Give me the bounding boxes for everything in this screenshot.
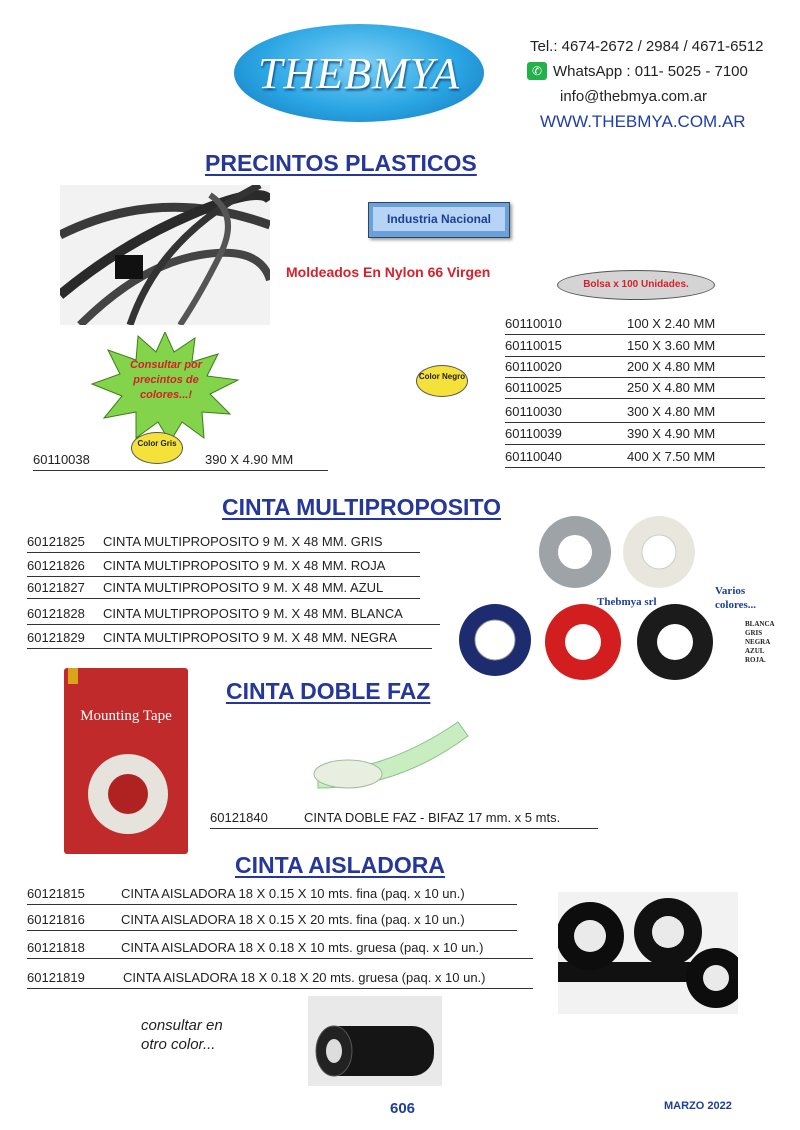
logo-text: THEBMYA	[258, 49, 460, 98]
cable-tie-desc: 100 X 2.40 MM	[627, 316, 716, 331]
aisladora-code: 60121818	[27, 940, 85, 955]
aisladora-desc: CINTA AISLADORA 18 X 0.18 X 20 mts. gruesa (paq. x 10 un.)	[123, 970, 486, 985]
thebmya-logo	[234, 24, 484, 122]
cable-tie-row	[505, 316, 765, 335]
precintos-title: PRECINTOS PLASTICOS	[205, 150, 477, 176]
cable-tie-desc: 400 X 7.50 MM	[627, 449, 716, 464]
doblefaz-row	[210, 810, 598, 829]
package-tag	[68, 668, 78, 684]
cable-tie-code: 60110030	[505, 404, 562, 419]
whatsapp-icon: ✆	[527, 62, 547, 80]
cable-tie-row	[505, 449, 765, 468]
aisladora-row	[27, 970, 533, 989]
double-sided-tape-photo	[308, 712, 470, 792]
aisladora-row	[27, 940, 533, 959]
colors-list-label: BLANCA GRIS NEGRA AZUL ROJA.	[745, 620, 775, 664]
multiproposito-desc: CINTA MULTIPROPOSITO 9 M. X 48 MM. GRIS	[103, 534, 383, 549]
cable-tie-desc: 150 X 3.60 MM	[627, 338, 716, 353]
catalog-date: MARZO 2022	[664, 1100, 732, 1112]
doblefaz-code: 60121840	[210, 810, 268, 825]
multiproposito-title: CINTA MULTIPROPOSITO	[222, 494, 501, 520]
cable-tie-row	[505, 338, 765, 357]
cable-tie-desc: 200 X 4.80 MM	[627, 359, 716, 374]
cable-tie-row	[505, 426, 765, 445]
bolsa-badge: Bolsa x 100 Unidades.	[557, 270, 715, 300]
multiproposito-code: 60121827	[27, 580, 85, 595]
multiproposito-code: 60121829	[27, 630, 85, 645]
cable-tie-code: 60110040	[505, 449, 562, 464]
electrical-tape-pack-photo	[308, 996, 442, 1086]
varios-colores-label: Varios colores...	[715, 585, 757, 611]
aisladora-title: CINTA AISLADORA	[235, 852, 445, 878]
photo-brand-label: Thebmya srl	[597, 596, 657, 608]
aisladora-code: 60121815	[27, 886, 85, 901]
cable-ties-photo	[60, 185, 270, 325]
multiproposito-code: 60121825	[27, 534, 85, 549]
electrical-tape-photo	[558, 892, 738, 1014]
cable-tie-code: 60110010	[505, 316, 562, 331]
multiproposito-row	[27, 558, 420, 577]
gray-tie-size: 390 X 4.90 MM	[205, 452, 294, 467]
mounting-tape-label: Mounting Tape	[80, 708, 172, 724]
multiproposito-row	[27, 534, 420, 553]
cable-tie-code: 60110020	[505, 359, 562, 374]
page-number: 606	[390, 1100, 416, 1117]
consultar-color-note: consultar en otro color...	[141, 1017, 223, 1053]
aisladora-desc: CINTA AISLADORA 18 X 0.15 X 10 mts. fina (paq. x 10 un.)	[121, 886, 465, 901]
doblefaz-title: CINTA DOBLE FAZ	[226, 678, 431, 704]
cable-tie-desc: 300 X 4.80 MM	[627, 404, 716, 419]
whatsapp-number: WhatsApp : 011- 5025 - 7100	[553, 63, 748, 80]
multiproposito-desc: CINTA MULTIPROPOSITO 9 M. X 48 MM. NEGRA	[103, 630, 397, 645]
cable-tie-code: 60110015	[505, 338, 562, 353]
industria-nacional-label: Industria Nacional	[373, 207, 505, 231]
aisladora-code: 60121816	[27, 912, 85, 927]
multiproposito-row	[27, 580, 420, 599]
email-address: info@thebmya.com.ar	[560, 88, 707, 105]
multiproposito-desc: CINTA MULTIPROPOSITO 9 M. X 48 MM. BLANCA	[103, 606, 403, 621]
multiproposito-desc: CINTA MULTIPROPOSITO 9 M. X 48 MM. AZUL	[103, 580, 384, 595]
aisladora-desc: CINTA AISLADORA 18 X 0.18 X 10 mts. gruesa (paq. x 10 un.)	[121, 940, 484, 955]
aisladora-code: 60121819	[27, 970, 85, 985]
aisladora-desc: CINTA AISLADORA 18 X 0.15 X 20 mts. fina (paq. x 10 un.)	[121, 912, 465, 927]
cable-tie-row	[505, 380, 765, 399]
cable-tie-code: 60110025	[505, 380, 562, 395]
industria-nacional-badge	[368, 202, 510, 238]
phone-numbers: Tel.: 4674-2672 / 2984 / 4671-6512	[530, 38, 764, 55]
multiproposito-desc: CINTA MULTIPROPOSITO 9 M. X 48 MM. ROJA	[103, 558, 386, 573]
mounting-tape-package	[64, 668, 188, 854]
cable-tie-desc: 390 X 4.90 MM	[627, 426, 716, 441]
color-negro-badge: Color Negro	[416, 365, 468, 397]
doblefaz-desc: CINTA DOBLE FAZ - BIFAZ 17 mm. x 5 mts.	[304, 810, 561, 825]
duct-tape-photo	[447, 512, 787, 682]
cable-tie-row	[505, 404, 765, 423]
gray-tie-row	[33, 452, 328, 471]
color-gris-badge: Color Gris	[131, 432, 183, 464]
material-text: Moldeados En Nylon 66 Virgen	[286, 264, 491, 280]
website-link[interactable]: WWW.THEBMYA.COM.AR	[540, 112, 746, 131]
aisladora-row	[27, 886, 517, 905]
aisladora-row	[27, 912, 517, 931]
gray-tie-code: 60110038	[33, 452, 90, 467]
multiproposito-row	[27, 606, 440, 625]
starburst-text: Consultar por precintos de colores...!	[129, 359, 203, 401]
cable-tie-code: 60110039	[505, 426, 562, 441]
cable-tie-desc: 250 X 4.80 MM	[627, 380, 716, 395]
multiproposito-row	[27, 630, 432, 649]
cable-tie-row	[505, 359, 765, 378]
multiproposito-code: 60121826	[27, 558, 85, 573]
multiproposito-code: 60121828	[27, 606, 85, 621]
